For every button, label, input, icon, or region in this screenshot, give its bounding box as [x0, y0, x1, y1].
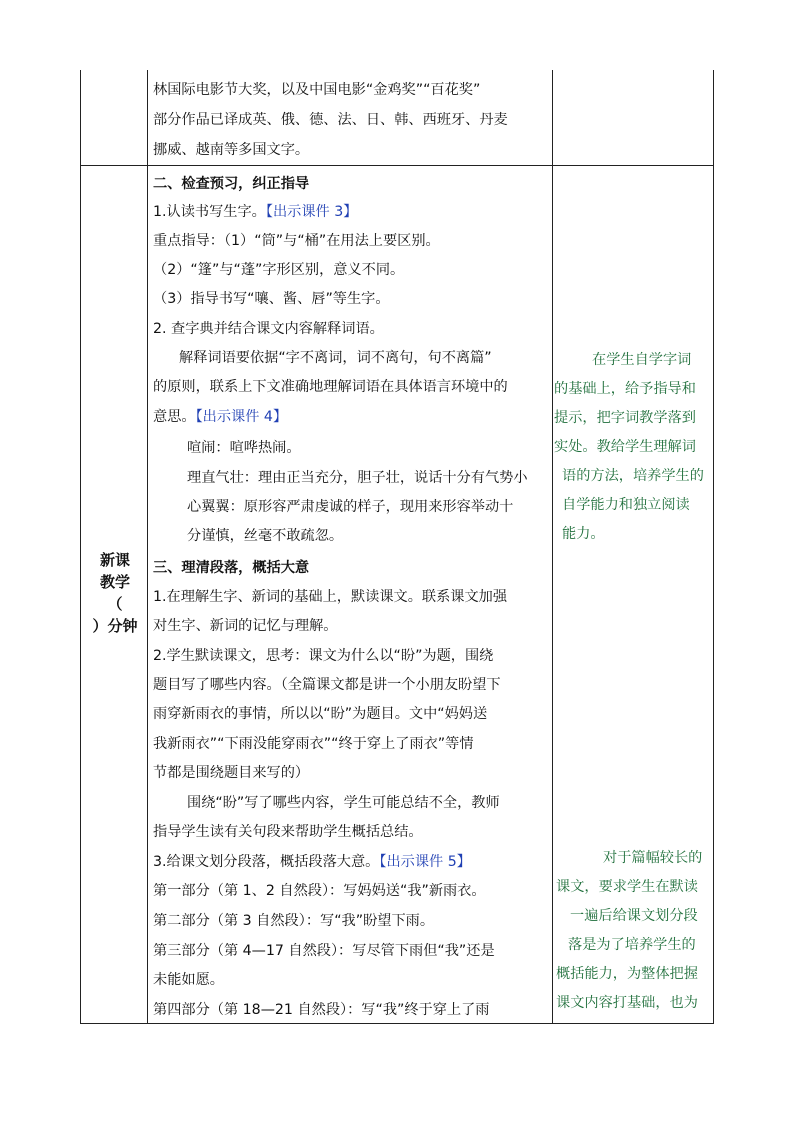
- table-border-left: [80, 70, 81, 1024]
- step-3-2-line-3: 雨穿新雨衣的事情，所以以“盼”为题目。文中“妈妈送: [153, 706, 488, 722]
- note-2-line-5: 概括能力，为整体把握: [556, 966, 698, 982]
- word-definition-4: 分谨慎，丝毫不敢疏忽。: [187, 528, 344, 544]
- guidance-point-3: （3）指导书写“嚷、酱、唇”等生字。: [153, 291, 390, 307]
- step-3-2-line-4: 我新雨衣”“下雨没能穿雨衣”“终于穿上了雨衣”等情: [153, 736, 474, 752]
- heading-paragraphs: 三、理清段落，概括大意: [153, 560, 310, 576]
- table-border-right: [713, 70, 714, 1024]
- heading-check-preview: 二、检查预习，纠正指导: [153, 176, 310, 192]
- note-2-line-6: 课文内容打基础，也为: [556, 995, 698, 1011]
- note-1-line-2: 的基础上，给予指导和: [554, 381, 696, 397]
- note-2-line-4: 落是为了培养学生的: [568, 937, 696, 953]
- courseware-ref-4: 【出示课件 4】: [195, 409, 288, 425]
- part-1: 第一部分（第 1、2 自然段）：写妈妈送“我”新雨衣。: [153, 883, 486, 899]
- note-2-line-2: 课文，要求学生在默读: [556, 879, 698, 895]
- note-1-line-6: 自学能力和独立阅读: [562, 497, 690, 513]
- section-label-line-3: （: [107, 595, 123, 613]
- word-definition-1: 喧闹：喧哗热闹。: [187, 440, 301, 456]
- step-3-3-text: 3.给课文划分段落，概括段落大意。: [153, 854, 380, 870]
- explain-line-2: 的原则，联系上下文准确地理解词语在具体语言环境中的: [153, 379, 508, 395]
- courseware-ref-5: 【出示课件 5】: [379, 854, 471, 870]
- step-1-text: 1.认读书写生字。: [153, 204, 266, 220]
- step-1: [153, 199, 551, 225]
- section-label-line-4: ）分钟: [92, 617, 138, 635]
- part-2: 第二部分（第 3 自然段）：写“我”盼望下雨。: [153, 913, 435, 929]
- intro-line-2: 部分作品已译成英、俄、德、法、日、韩、西班牙、丹麦: [153, 112, 508, 128]
- step-3-2-line-7: 指导学生读有关句段来帮助学生概括总结。: [153, 824, 423, 840]
- note-1-line-4: 实处。教给学生理解词: [554, 439, 696, 455]
- table-row-divider: [80, 165, 714, 166]
- note-1-line-3: 提示，把字词教学落到: [554, 410, 696, 426]
- intro-line-1: 林国际电影节大奖，以及中国电影“金鸡奖”“百花奖”: [153, 82, 481, 98]
- step-3-1-line-1: 1.在理解生字、新词的基础上，默读课文。联系课文加强: [153, 589, 508, 605]
- table-border-notes-column: [552, 70, 553, 1024]
- explain-line-3: [153, 404, 551, 430]
- part-3-line-1: 第三部分（第 4—17 自然段）：写尽管下雨但“我”还是: [153, 943, 495, 959]
- note-1-line-5: 语的方法，培养学生的: [562, 468, 704, 484]
- step-3-2-line-2: 题目写了哪些内容。（全篇课文都是讲一个小朋友盼望下: [153, 677, 501, 693]
- section-label-line-2: 教学: [99, 573, 130, 591]
- key-guidance: 重点指导：（1）“筒”与“桶”在用法上要区别。: [153, 233, 440, 249]
- explain-line-1: 解释词语要依据“字不离词，词不离句，句不离篇”: [179, 350, 492, 366]
- section-label-line-1: 新课: [99, 551, 130, 569]
- part-4: 第四部分（第 18—21 自然段）：写“我”终于穿上了雨: [153, 1002, 490, 1018]
- part-3-line-2: 未能如愿。: [153, 972, 224, 988]
- explain-line-3-text: 意思。: [153, 409, 196, 425]
- courseware-ref-3: 【出示课件 3】: [265, 204, 358, 220]
- note-2-line-1: 对于篇幅较长的: [603, 850, 703, 866]
- guidance-point-2: （2）“篷”与“蓬”字形区别，意义不同。: [153, 262, 405, 278]
- word-definition-2: 理直气壮：理由正当充分，胆子壮，说话十分有气势小: [187, 470, 528, 486]
- word-definition-3: 心翼翼：原形容严肃虔诚的样子，现用来形容举动十: [187, 499, 514, 515]
- note-1-line-7: 能力。: [562, 526, 605, 542]
- step-3-2-line-6: 围绕“盼”写了哪些内容，学生可能总结不全，教师: [187, 795, 500, 811]
- step-3-3: [153, 849, 551, 875]
- note-2-line-3: 一遍后给课文划分段: [570, 908, 698, 924]
- step-3-1-line-2: 对生字、新词的记忆与理解。: [153, 618, 338, 634]
- step-2: 2. 查字典并结合课文内容解释词语。: [153, 321, 384, 337]
- table-border-bottom: [80, 1023, 714, 1024]
- step-3-2-line-1: 2.学生默读课文，思考：课文为什么以“盼”为题，围绕: [153, 648, 494, 664]
- step-3-2-line-5: 节都是围绕题目来写的）: [153, 765, 310, 781]
- table-border-label-column: [147, 70, 148, 1024]
- note-1-line-1: 在学生自学字词: [592, 352, 692, 368]
- intro-line-3: 挪威、越南等多国文字。: [153, 142, 310, 158]
